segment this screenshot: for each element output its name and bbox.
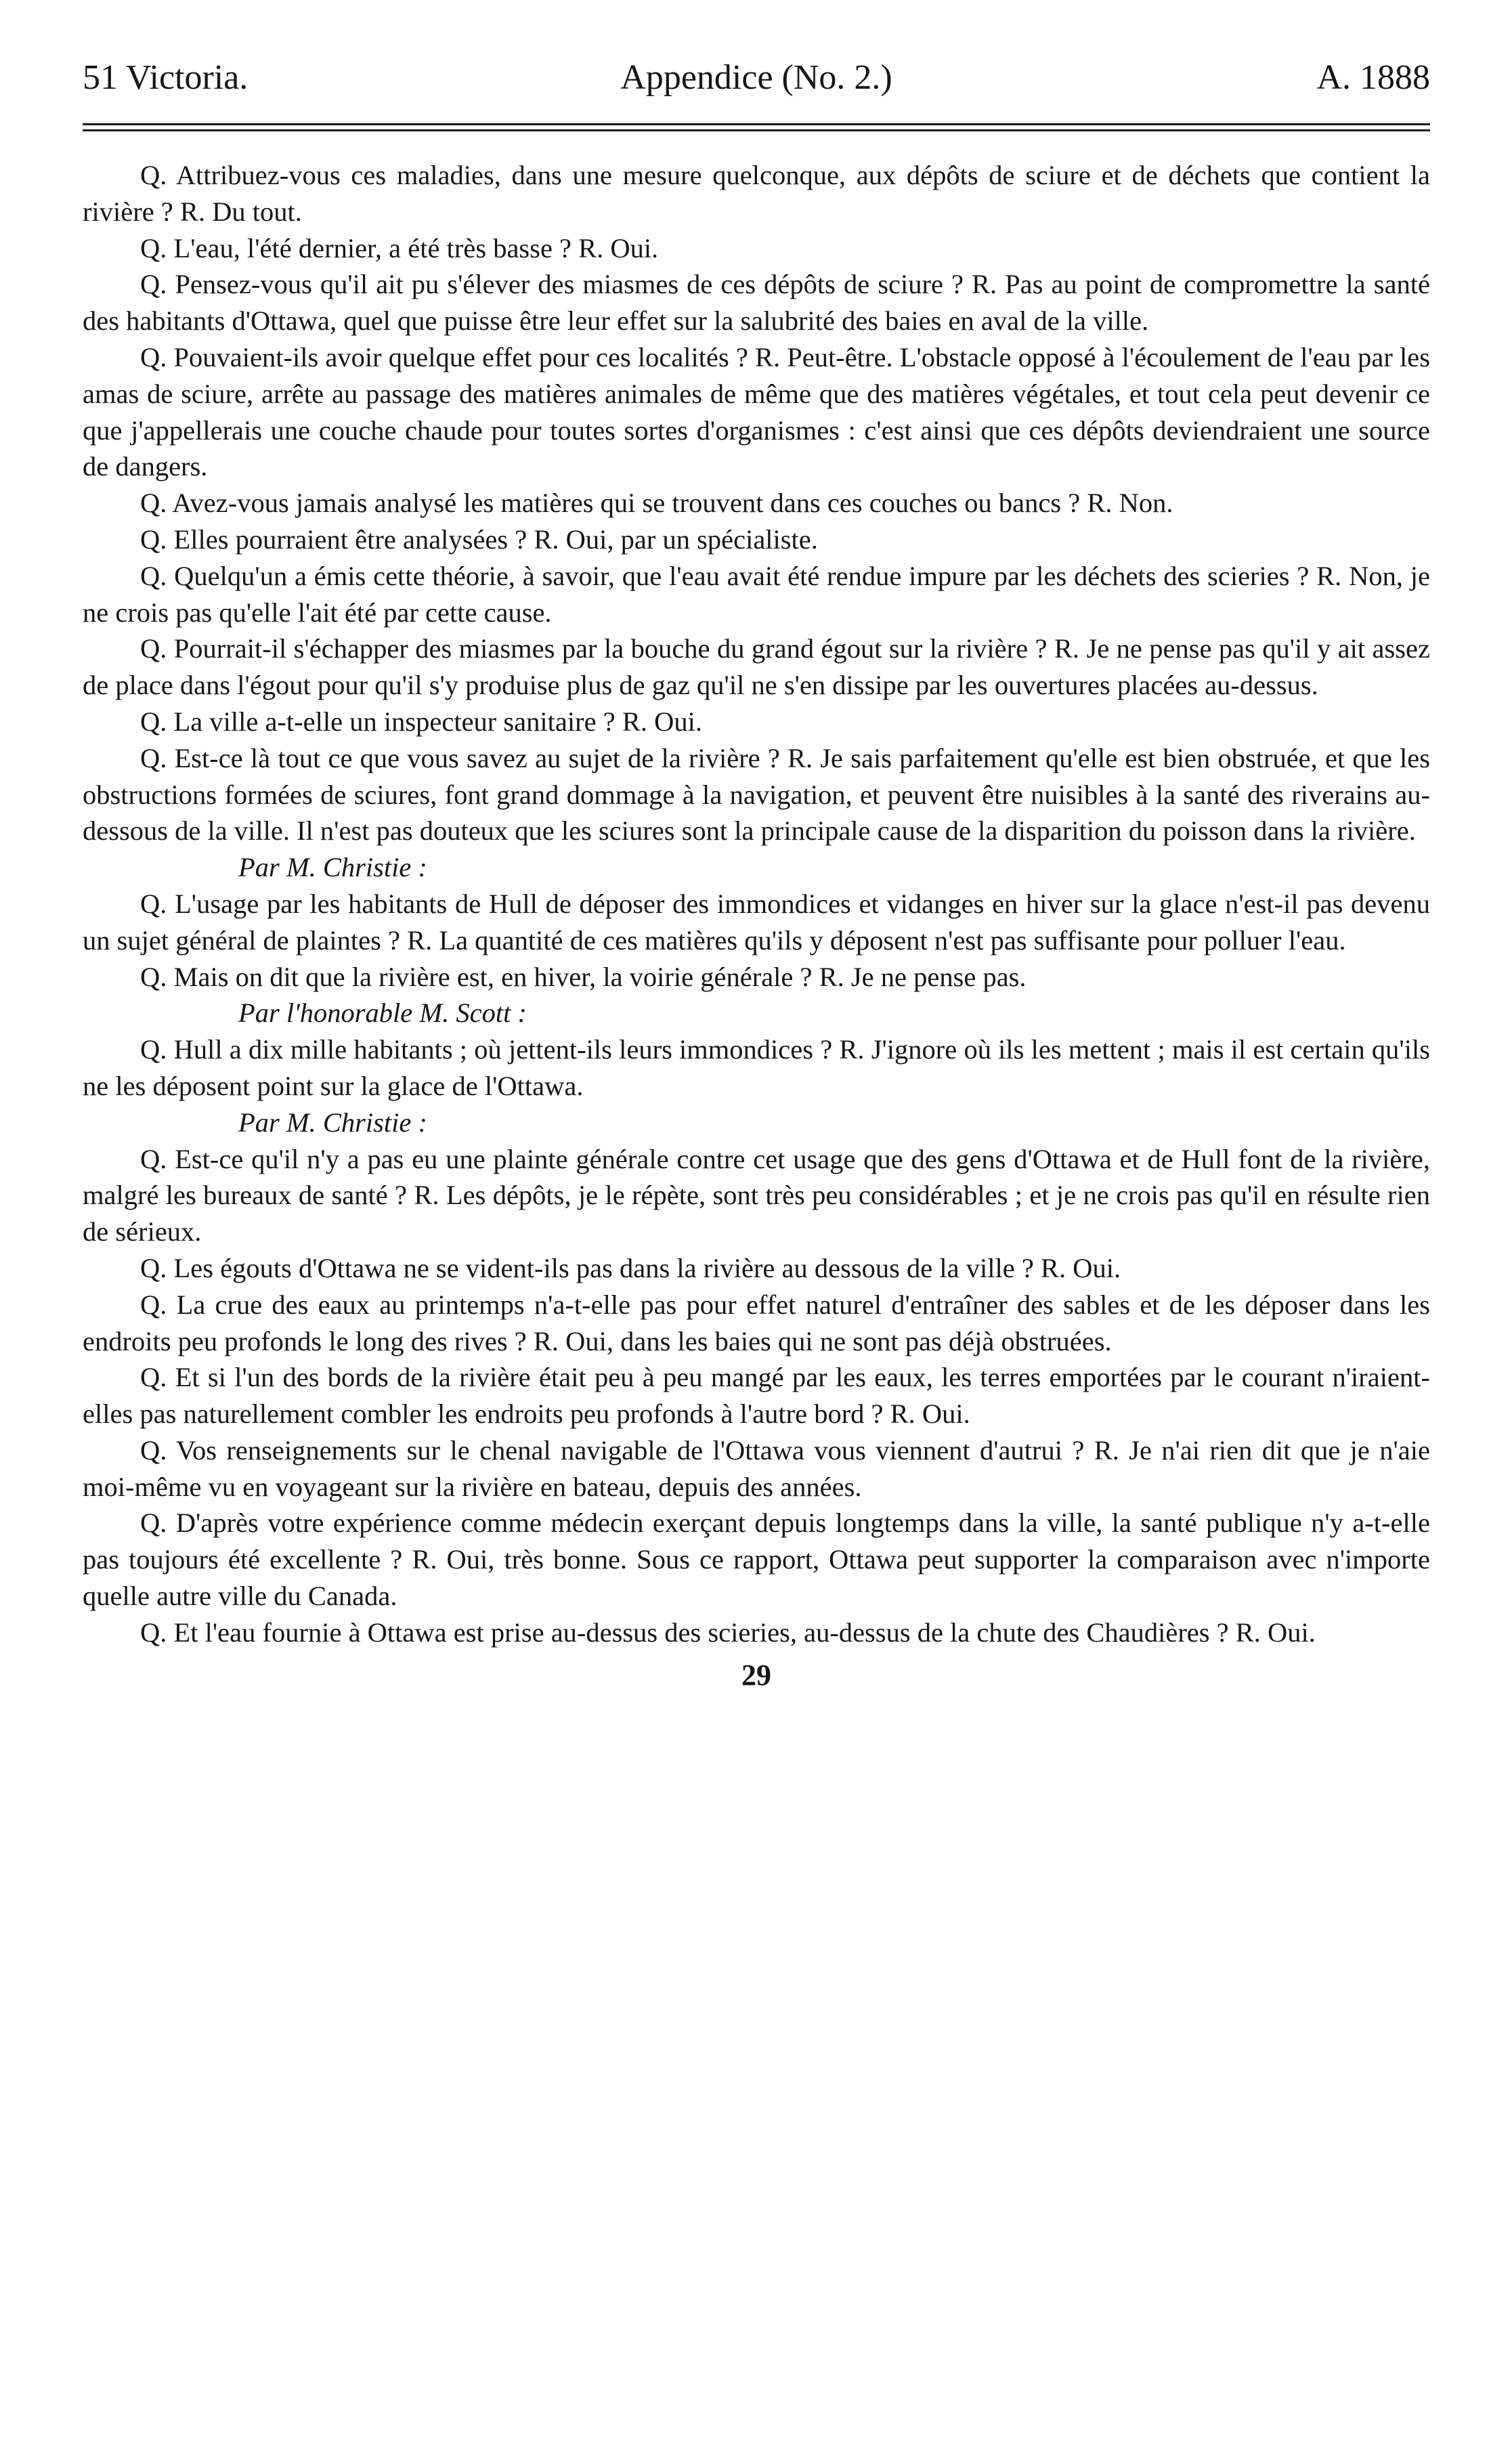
qa-paragraph: Q. L'usage par les habitants de Hull de déposer des immondices et vidanges en hiver sur la glace n'est-il pas devenu un sujet général de plaintes ? R. La quantité de ces matières qu'ils y déposent n'est pas suffisante pour polluer l'eau. [83, 888, 1430, 956]
header-session: 51 Victoria. [83, 58, 249, 97]
speaker-heading: Par M. Christie : [238, 852, 427, 883]
qa-paragraph: Q. Hull a dix mille habitants ; où jettent-ils leurs immondices ? R. J'ignore où ils les mettent ; mais il est certain qu'ils ne les déposent point sur la glace de l'Ottawa. [83, 1034, 1430, 1101]
qa-paragraph: Q. Vos renseignements sur le chenal navigable de l'Ottawa vous viennent d'autrui ? R. Je n'ai rien dit que je n'aie moi-même vu en voyageant sur la rivière en bateau, depuis des années. [83, 1434, 1430, 1502]
header-rule-bottom [83, 129, 1430, 131]
body-text [83, 157, 1430, 1651]
qa-paragraph: Q. Elles pourraient être analysées ? R. Oui, par un spécialiste. [140, 523, 818, 555]
qa-paragraph: Q. Et si l'un des bords de la rivière était peu à peu mangé par les eaux, les terres emportées par le courant n'iraient-elles pas naturellement combler les endroits peu profonds à l'autre bord ? R. Oui. [83, 1362, 1430, 1430]
qa-paragraph: Q. Et l'eau fournie à Ottawa est prise au-dessus des scieries, au-dessus de la chute des Chaudières ? R. Oui. [140, 1617, 1316, 1648]
header-year: A. 1888 [1316, 58, 1430, 97]
qa-paragraph: Q. Attribuez-vous ces maladies, dans une mesure quelconque, aux dépôts de sciure et de déchets que contient la rivière ? R. Du tout. [83, 160, 1430, 227]
header-rule-top [83, 123, 1430, 125]
qa-paragraph: Q. La ville a-t-elle un inspecteur sanitaire ? R. Oui. [140, 706, 702, 737]
qa-paragraph: Q. Les égouts d'Ottawa ne se vident-ils pas dans la rivière au dessous de la ville ? R. Oui. [140, 1252, 1121, 1283]
speaker-heading: Par l'honorable M. Scott : [238, 998, 527, 1029]
qa-paragraph: Q. Est-ce là tout ce que vous savez au sujet de la rivière ? R. Je sais parfaitement qu'elle est bien obstruée, et que les obstructions formées de sciures, font grand dommage à la navigation, et peuvent être nuisibles à la santé des riverains au-dessous de la ville. Il n'est pas douteux que les sciures sont la principale cause de la disparition du poisson dans la rivière. [83, 742, 1430, 847]
qa-paragraph: Q. Pourrait-il s'échapper des miasmes par la bouche du grand égout sur la rivière ? R. Je ne pense pas qu'il y ait assez de place dans l'égout pour qu'il s'y produise plus de gaz qu'il ne s'en dissipe par les ouvertures placées au-dessus. [83, 633, 1430, 701]
page-number: 29 [741, 1658, 771, 1692]
qa-paragraph: Q. Avez-vous jamais analysé les matières qui se trouvent dans ces couches ou bancs ? R. Non. [140, 488, 1173, 519]
qa-paragraph: Q. Est-ce qu'il n'y a pas eu une plainte générale contre cet usage que des gens d'Ottawa et de Hull font de la rivière, malgré les bureaux de santé ? R. Les dépôts, je le répète, sont très peu considérables ; et je ne crois pas qu'il en résulte rien de sérieux. [83, 1143, 1430, 1247]
qa-paragraph: Q. Pensez-vous qu'il ait pu s'élever des miasmes de ces dépôts de sciure ? R. Pas au point de compromettre la santé des habitants d'Ottawa, quel que puisse être leur effet sur la salubrité des baies en aval de la ville. [83, 269, 1430, 337]
qa-paragraph: Q. D'après votre expérience comme médecin exerçant depuis longtemps dans la ville, la santé publique n'y a-t-elle pas toujours été excellente ? R. Oui, très bonne. Sous ce rapport, Ottawa peut supporter la comparaison avec n'importe quelle autre ville du Canada. [83, 1507, 1430, 1612]
speaker-heading: Par M. Christie : [238, 1107, 427, 1138]
qa-paragraph: Q. Pouvaient-ils avoir quelque effet pour ces localités ? R. Peut-être. L'obstacle opposé à l'écoulement de l'eau par les amas de sciure, arrête au passage des matières animales de même que des matières végétales, et tout cela peut devenir ce que j'appellerais une couche chaude pour toutes sortes d'organismes : c'est ainsi que ces dépôts deviendraient une source de dangers. [83, 341, 1430, 482]
qa-paragraph: Q. Mais on dit que la rivière est, en hiver, la voirie générale ? R. Je ne pense pas. [140, 961, 1027, 992]
running-header [83, 54, 1430, 102]
qa-paragraph: Q. La crue des eaux au printemps n'a-t-elle pas pour effet naturel d'entraîner des sables et de les déposer dans les endroits peu profonds le long des rives ? R. Oui, dans les baies qui ne sont pas déjà obstruées. [83, 1289, 1430, 1356]
document-page [83, 54, 1430, 2411]
qa-paragraph: Q. Quelqu'un a émis cette théorie, à savoir, que l'eau avait été rendue impure par les déchets des scieries ? R. Non, je ne crois pas qu'elle l'ait été par cette cause. [83, 560, 1430, 628]
header-appendix: Appendice (No. 2.) [620, 58, 892, 97]
qa-paragraph: Q. L'eau, l'été dernier, a été très basse ? R. Oui. [140, 232, 659, 263]
